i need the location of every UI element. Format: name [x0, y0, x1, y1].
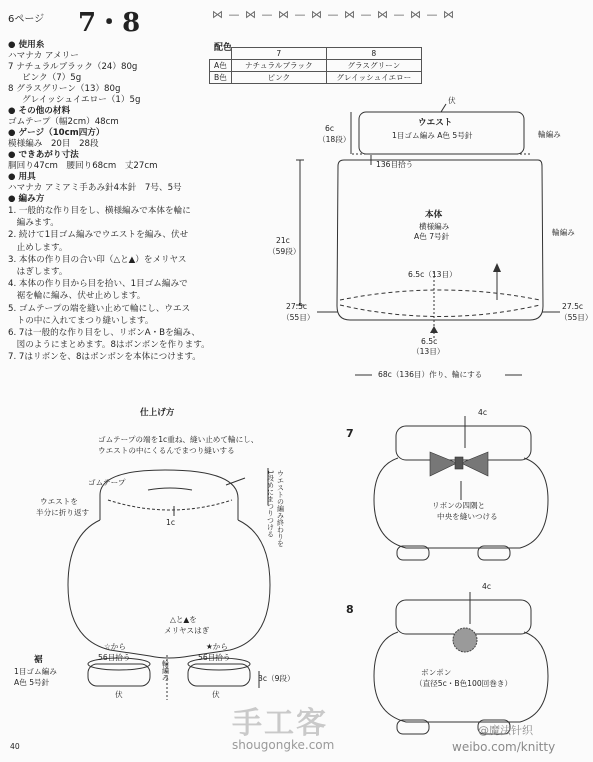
other-materials-heading: その他の材料 [18, 106, 71, 116]
tools-value: ハマナカ アミアミ手あみ針4本針 7号、5号 [8, 183, 182, 193]
row-label: B色 [210, 72, 232, 84]
model-8-drawing [374, 592, 548, 734]
size-value: 胴回り47cm 腰回り68cm 丈27cm [8, 161, 158, 171]
waist-height-rows: （18段） [318, 135, 351, 144]
model-7-dim: 4c [478, 408, 488, 417]
method-step: 4. 本体の作り目から目を拾い、1目ゴム編みで [8, 279, 188, 290]
watermark-url: shougongke.com [232, 738, 335, 752]
materials-block: ● 使用糸 ハマナカ アメリー 7 ナチュラルブラック（24）80g ピンク（7）5g 8 グラスグリーン（13）80g グレイッシュイエロー（1）5g ● その他の材料 ゴムテープ（幅2cm）48cm ● ゲージ（10cm四方） 模様編み 20目 28段 ● できあがり寸法 胴回り47cm 腰回り68cm 丈27cm ● 用具 ハマナカ アミアミ手あみ針4本針 7号、5号 ● 編み方 1. 一般的な作り目をし、横様編みで本体を輪に 編みます。 2. 続けて1目ゴム編みでウエストを編み、伏せ 止めします。 3. 本体の作り目の合い印（△と▲）をメリヤス はぎします。 4. 本体の作り目から目を拾い、1目ゴム編みで 裾を輪に編み、伏せ止めします。 5. ゴムテープの端を縫い止めて輪にし、ウエス トの中に入れてまつり縫いします。 6. 7は一般的な作り目をし、リボンA・Bを編み、 図のようにまとめます。8はボンボンを作ります。 7. 7はリボンを、8はボンボンを本体につけます。 [8, 40, 210, 363]
model-8-dim: 4c [482, 582, 492, 591]
mid-bottom-dim-cm: 6.5c [421, 337, 438, 346]
model-8-number: 8 [346, 603, 354, 616]
weibo-url: weibo.com/knitty [452, 740, 556, 754]
watermark-logo: 手工客 [232, 706, 328, 741]
hem-fuse-left: 伏 [115, 690, 123, 699]
table-cell: グラスグリーン [326, 60, 421, 72]
method-step: 裾を輪に編み、伏せ止めします。 [8, 291, 146, 302]
color-table-title: 配色 [214, 43, 233, 53]
hem-title: 裾 [34, 655, 43, 665]
yarn-brand: ハマナカ アメリー [8, 51, 79, 61]
method-step: はぎします。 [8, 267, 68, 278]
right-width-sts: （55目） [560, 313, 593, 322]
yarn-7-b: ピンク（7）5g [22, 73, 82, 83]
page-number: 40 [10, 742, 20, 751]
triangle-marker [430, 326, 438, 333]
table-cell: グレイッシュイエロー [326, 72, 421, 84]
method-step: 7. 7はリボンを、8はボンボンを本体につけます。 [8, 352, 201, 363]
gauge-heading: ゲージ（10cm四方） [18, 128, 105, 138]
hem-fuse-right: 伏 [212, 690, 220, 699]
finishing-note-1: ゴムテープの端を1c重ね、縫い止めて輪にし、 [98, 435, 259, 444]
col-header-7: 7 [231, 48, 326, 60]
yarn-8-a: 8 グラスグリーン（13）80g [8, 84, 121, 94]
mid-bottom-dim-sts: （13目） [412, 347, 445, 356]
yarn-heading: 使用糸 [18, 40, 45, 50]
waist-rib-label: 輪編み [538, 130, 561, 139]
pickup-right-2: 56目拾う [198, 653, 231, 662]
mid-top-dim: 6.5c（13目） [408, 270, 457, 279]
body-title: 本体 [425, 210, 443, 220]
right-width-cm: 27.5c [562, 302, 584, 311]
waist-title: ウエスト [418, 118, 453, 128]
fold-label-1: ウエストを [40, 497, 78, 506]
model-7-number: 7 [346, 427, 354, 440]
finishing-title: 仕上げ方 [140, 408, 175, 418]
left-width-sts: （55目） [282, 313, 315, 322]
graft-label-2: メリヤスはぎ [164, 626, 210, 635]
fold-line [340, 290, 540, 300]
size-heading: できあがり寸法 [18, 150, 79, 160]
yarn-7-a: 7 ナチュラルブラック（24）80g [8, 62, 138, 72]
col-header-8: 8 [326, 48, 421, 60]
method-step: 図のようにまとめます。8はボンボンを作ります。 [8, 340, 210, 351]
body-stitch: 横様編み [419, 222, 450, 231]
hem-stitch-note-1: ウエストの編み終わりを [276, 470, 285, 547]
model-8-note-2: （直径5c・B色100回巻き） [415, 679, 513, 688]
left-hem-cuff [88, 664, 150, 686]
hem-stitch-note-2: 1段めにまつりつける [266, 470, 275, 538]
hem-ring-label: 輪編み [161, 660, 170, 681]
method-step: 3. 本体の作り目の合い印（△と▲）をメリヤス [8, 254, 187, 265]
pickup-label: 136目拾う [376, 160, 414, 169]
model-7-note-2: 中央を縫いつける [437, 512, 498, 521]
body-height-cm: 21c [276, 236, 290, 245]
waist-fuse-label: 伏 [448, 96, 456, 105]
method-step: 5. ゴムテープの端を縫い止めて輪にし、ウエス [8, 303, 191, 314]
weibo-handle: @魔法针织 [478, 724, 533, 737]
pickup-left-1: ☆から [104, 642, 126, 651]
model-8-note-1: ボンポン [421, 668, 452, 677]
hem-desc-2: A色 5号針 [14, 678, 50, 687]
page-reference: 6ページ [8, 14, 45, 25]
pompom-icon [453, 628, 477, 652]
method-step: 6. 7は一般的な作り目をし、リボンA・Bを編み、 [8, 328, 200, 339]
tools-heading: 用具 [18, 172, 36, 182]
method-step: トの中に入れてまつり縫いします。 [8, 315, 154, 326]
fold-label-2: 半分に折り返す [36, 508, 90, 517]
hem-height: 3c（9段） [258, 674, 295, 683]
body-yarn: A色 7号針 [414, 232, 450, 241]
model-7-drawing [374, 416, 548, 560]
finished-body-outline [68, 520, 270, 658]
gauge-value: 模様編み 20目 28段 [8, 139, 99, 149]
other-materials-item: ゴムテープ（幅2cm）48cm [8, 117, 119, 127]
left-width-cm: 27.5c [286, 302, 308, 311]
method-step: 2. 続けて1目ゴム編みでウエストを編み、伏せ [8, 230, 189, 241]
row-label: A色 [210, 60, 232, 72]
yarn-8-b: グレイッシュイエロー（1）5g [22, 95, 141, 105]
finishing-note-2: ウエストの中にくるんでまつり縫いする [98, 446, 235, 455]
method-step: 1. 一般的な作り目をし、横様編みで本体を輪に [8, 206, 191, 216]
elastic-label: ゴムテープ [88, 478, 126, 487]
model-7-note-1: リボンの四隅と [432, 501, 486, 510]
method-step: 編みます。 [8, 218, 59, 229]
overlap-label: 1c [166, 518, 176, 527]
waist-description: 1目ゴム編み A色 5号針 [392, 131, 473, 140]
bow-icon [430, 452, 488, 476]
right-hem-cuff [188, 664, 250, 686]
body-height-rows: （59段） [268, 247, 301, 256]
model-number-title: 7・8 [78, 8, 141, 38]
table-cell: ナチュラルブラック [231, 60, 326, 72]
graft-label-1: △と▲を [170, 615, 197, 624]
hem-desc-1: 1目ゴム編み [14, 667, 57, 676]
method-heading: 編み方 [18, 194, 45, 204]
waist-height-cm: 6c [325, 124, 335, 133]
body-rib-label: 輪編み [552, 228, 575, 237]
method-step: 止めします。 [8, 242, 68, 253]
pickup-left-2: 56目拾う [98, 653, 131, 662]
pickup-right-1: ★から [206, 642, 228, 651]
table-cell: ピンク [231, 72, 326, 84]
cast-on-note: 68c（136目）作り、輪にする [378, 370, 483, 379]
bow-decoration-border: ⋈ — ⋈ — ⋈ — ⋈ — ⋈ — ⋈ — ⋈ — ⋈ [212, 8, 455, 21]
